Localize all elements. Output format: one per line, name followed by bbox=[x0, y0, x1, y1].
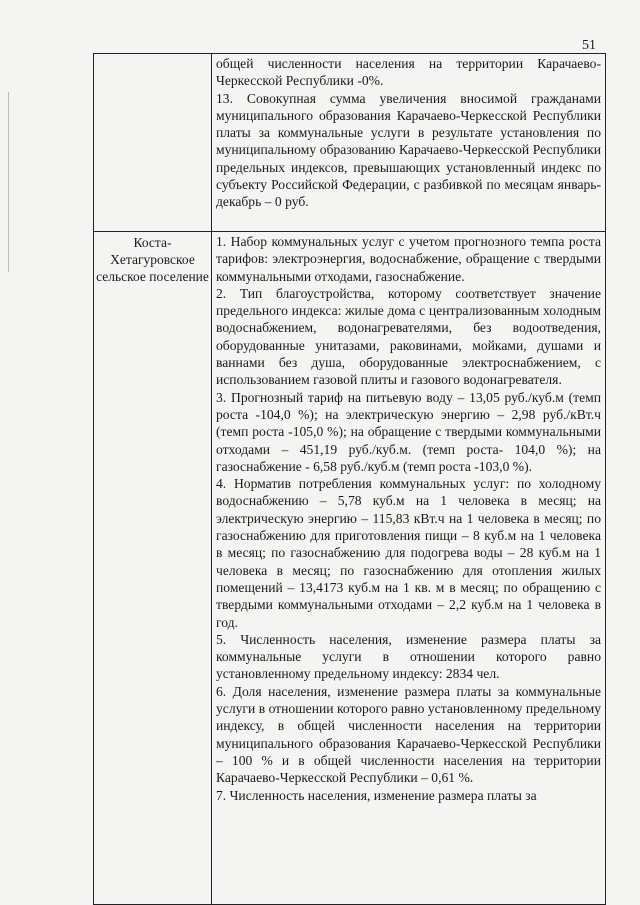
paragraph: 13. Совокупная сумма увеличения вносимой гражданами муниципального образования Карачаево-Черкесской Республики платы за коммунальные услуги в результате установления по муниципальному образованию Карачаево-Черкесской Республики предельных индексов, превышающих установленный индекс по субъекту Российской Федерации, с разбивкой по месяцам январь-декабрь – 0 руб. bbox=[216, 90, 601, 210]
page-number: 51 bbox=[582, 38, 596, 53]
paragraph: 4. Норматив потребления коммунальных услуг: по холодному водоснабжению – 5,78 куб.м на 1 человека в месяц; на электрическую энергию – 115,83 кВт.ч на 1 человека в месяц; по газоснабжению для приготовления пищи – 8 куб.м на 1 человека в месяц; по газоснабжению для подогрева воды – 28 куб.м на 1 человека в месяц; по газоснабжению для отопления жилых помещений – 13,4173 куб.м на 1 кв. м в месяц; по обращению с твердыми коммунальными отходами – 2,2 куб.м на 1 человека в год. bbox=[216, 476, 601, 630]
paragraph: 3. Прогнозный тариф на питьевую воду – 13,05 руб./куб.м (темп роста -104,0 %); на электрическую энергию – 2,98 руб./кВт.ч (темп роста -105,0 %); на обращение с твердыми коммунальными отходами – 451,19 руб./куб.м. (темп роста- 104,0 %); на газоснабжение - 6,58 руб./куб.м (темп роста -103,0 %). bbox=[216, 389, 601, 474]
details-cell bbox=[212, 54, 606, 232]
paragraph: 2. Тип благоустройства, которому соответствует значение предельного индекса: жилые дома с централизованным холодным водоснабжением, водонагревателями, без водоотведения, оборудованные унитазами, раковинами, мойками, душами и ваннами без душа, оборудованные электроснабжением, с использованием газовой плиты и газового водонагревателя. bbox=[216, 285, 601, 388]
paragraph: общей численности населения на территории Карачаево-Черкесской Республики -0%. bbox=[216, 56, 601, 89]
tariff-table bbox=[93, 53, 606, 905]
paragraph: 6. Доля населения, изменение размера платы за коммунальные услуги в отношении которого равно установленному предельному индексу, в общей численности населения на территории муниципального образования Карачаево-Черкесской Республики – 100 % и в общей численности населения на территории Карачаево-Черкесской Республики – 0,61 %. bbox=[216, 683, 601, 786]
municipality-cell bbox=[94, 54, 212, 232]
paragraph: 1. Набор коммунальных услуг с учетом прогнозного темпа роста тарифов: электроэнергия, водоснабжение, обращение с твердыми коммунальными отходами, газоснабжение. bbox=[216, 234, 601, 284]
scan-edge-line bbox=[8, 92, 9, 272]
paragraph: 7. Численность населения, изменение размера платы за bbox=[216, 787, 537, 803]
details-cell bbox=[212, 232, 606, 905]
table-row bbox=[94, 54, 606, 232]
table-row bbox=[94, 232, 606, 905]
paragraph: 5. Численность населения, изменение размера платы за коммунальные услуги в отношении которого равно установленному предельному индексу: 2834 чел. bbox=[216, 631, 601, 682]
municipality-cell: Коста-Хетагуровское сельское поселение bbox=[94, 232, 212, 905]
